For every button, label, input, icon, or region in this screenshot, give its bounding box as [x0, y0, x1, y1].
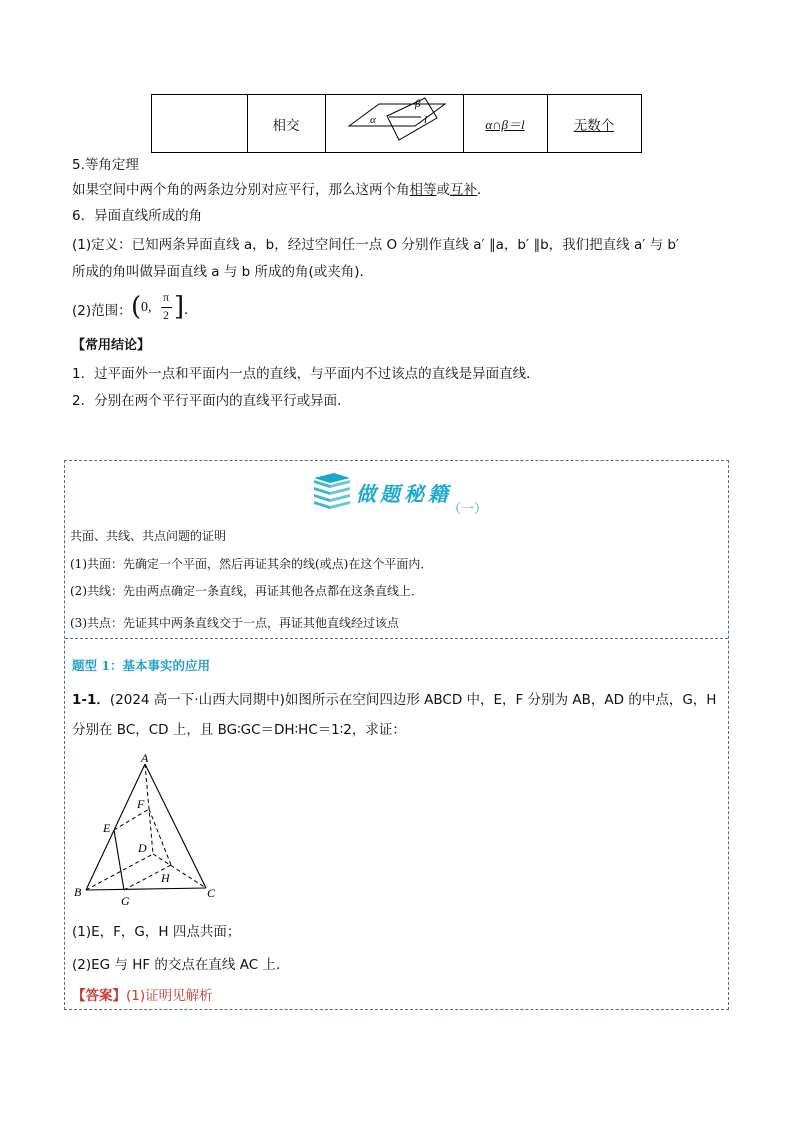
banner-subtitle: （一） — [448, 502, 488, 517]
question-type-title: 题型 1：基本事实的应用 — [72, 658, 211, 673]
tip-coplanar: (1)共面：先确定一个平面，然后再证其余的线(或点)在这个平面内． — [70, 557, 433, 571]
section6-range: (2)范围： — [72, 303, 132, 319]
intersecting-planes-figure — [325, 95, 463, 152]
section6-heading: 6．异面直线所成的角 — [72, 208, 203, 224]
common-conclusions-heading: 【常用结论】 — [72, 338, 151, 353]
stacked-books-icon — [312, 472, 352, 510]
section5-heading: 5.等角定理 — [72, 157, 139, 173]
tips-box-divider — [65, 638, 728, 639]
table-cell-count: 无数个 — [573, 117, 615, 134]
section5-text: 如果空间中两个角的两条边分别对应平行，那么这两个角相等或互补． — [72, 182, 491, 198]
common-conclusion-2: 2．分别在两个平行平面内的直线平行或异面． — [72, 393, 351, 409]
common-conclusion-1: 1．过平面外一点和平面内一点的直线，与平面内不过该点的直线是异面直线． — [72, 366, 540, 382]
problem-line1: 1-1．(2024 高一下·山西大同期中)如图所示在空间四边形 ABCD 中，E，F 分别为 AB，AD 的中点，G，H — [72, 692, 717, 708]
label-l: l — [424, 114, 428, 126]
label-alpha: α — [370, 114, 376, 126]
point-G: G — [121, 894, 130, 908]
problem-part2: (2)EG 与 HF 的交点在直线 AC 上． — [72, 957, 290, 973]
tip-concurrent: (3)共点：先证其中两条直线交于一点，再证其他直线经过该点 — [70, 616, 400, 630]
problem-part1: (1)E，F，G，H 四点共面； — [72, 924, 241, 940]
tips-title: 共面、共线、共点问题的证明 — [70, 529, 227, 543]
label-beta: β — [415, 98, 421, 110]
vertex-B: B — [74, 885, 82, 899]
banner-title: 做题秘籍 — [356, 482, 452, 506]
point-E: E — [103, 821, 111, 835]
tetrahedron-figure — [66, 750, 236, 910]
vertex-A: A — [141, 751, 149, 765]
answer-line: 【答案】(1)证明见解析 — [72, 988, 213, 1004]
table-cell-formula: α∩β＝l — [463, 95, 548, 152]
point-H: H — [161, 871, 170, 885]
banner-logo — [312, 472, 352, 514]
point-F: F — [137, 797, 145, 811]
vertex-C: C — [207, 886, 216, 900]
problem-line2: 分别在 BC，CD 上，且 BG∶GC＝DH∶HC＝1∶2，求证： — [72, 722, 406, 738]
relation-table-row — [151, 94, 642, 153]
vertex-D: D — [138, 841, 147, 855]
table-cell-empty — [152, 95, 248, 152]
section6-definition-line2: 所成的角叫做异面直线 a 与 b 所成的角(或夹角)． — [72, 264, 374, 280]
tip-collinear: (2)共线：先由两点确定一条直线，再证其他各点都在这条直线上． — [70, 584, 424, 598]
table-cell-relation: 相交 — [247, 95, 326, 152]
section6-definition-line1: (1)定义：已知两条异面直线 a，b，经过空间任一点 O 分别作直线 a′ ∥a，b′ ∥b，我们把直线 a′ 与 b′ — [72, 237, 679, 253]
table-cell-figure — [325, 95, 464, 152]
